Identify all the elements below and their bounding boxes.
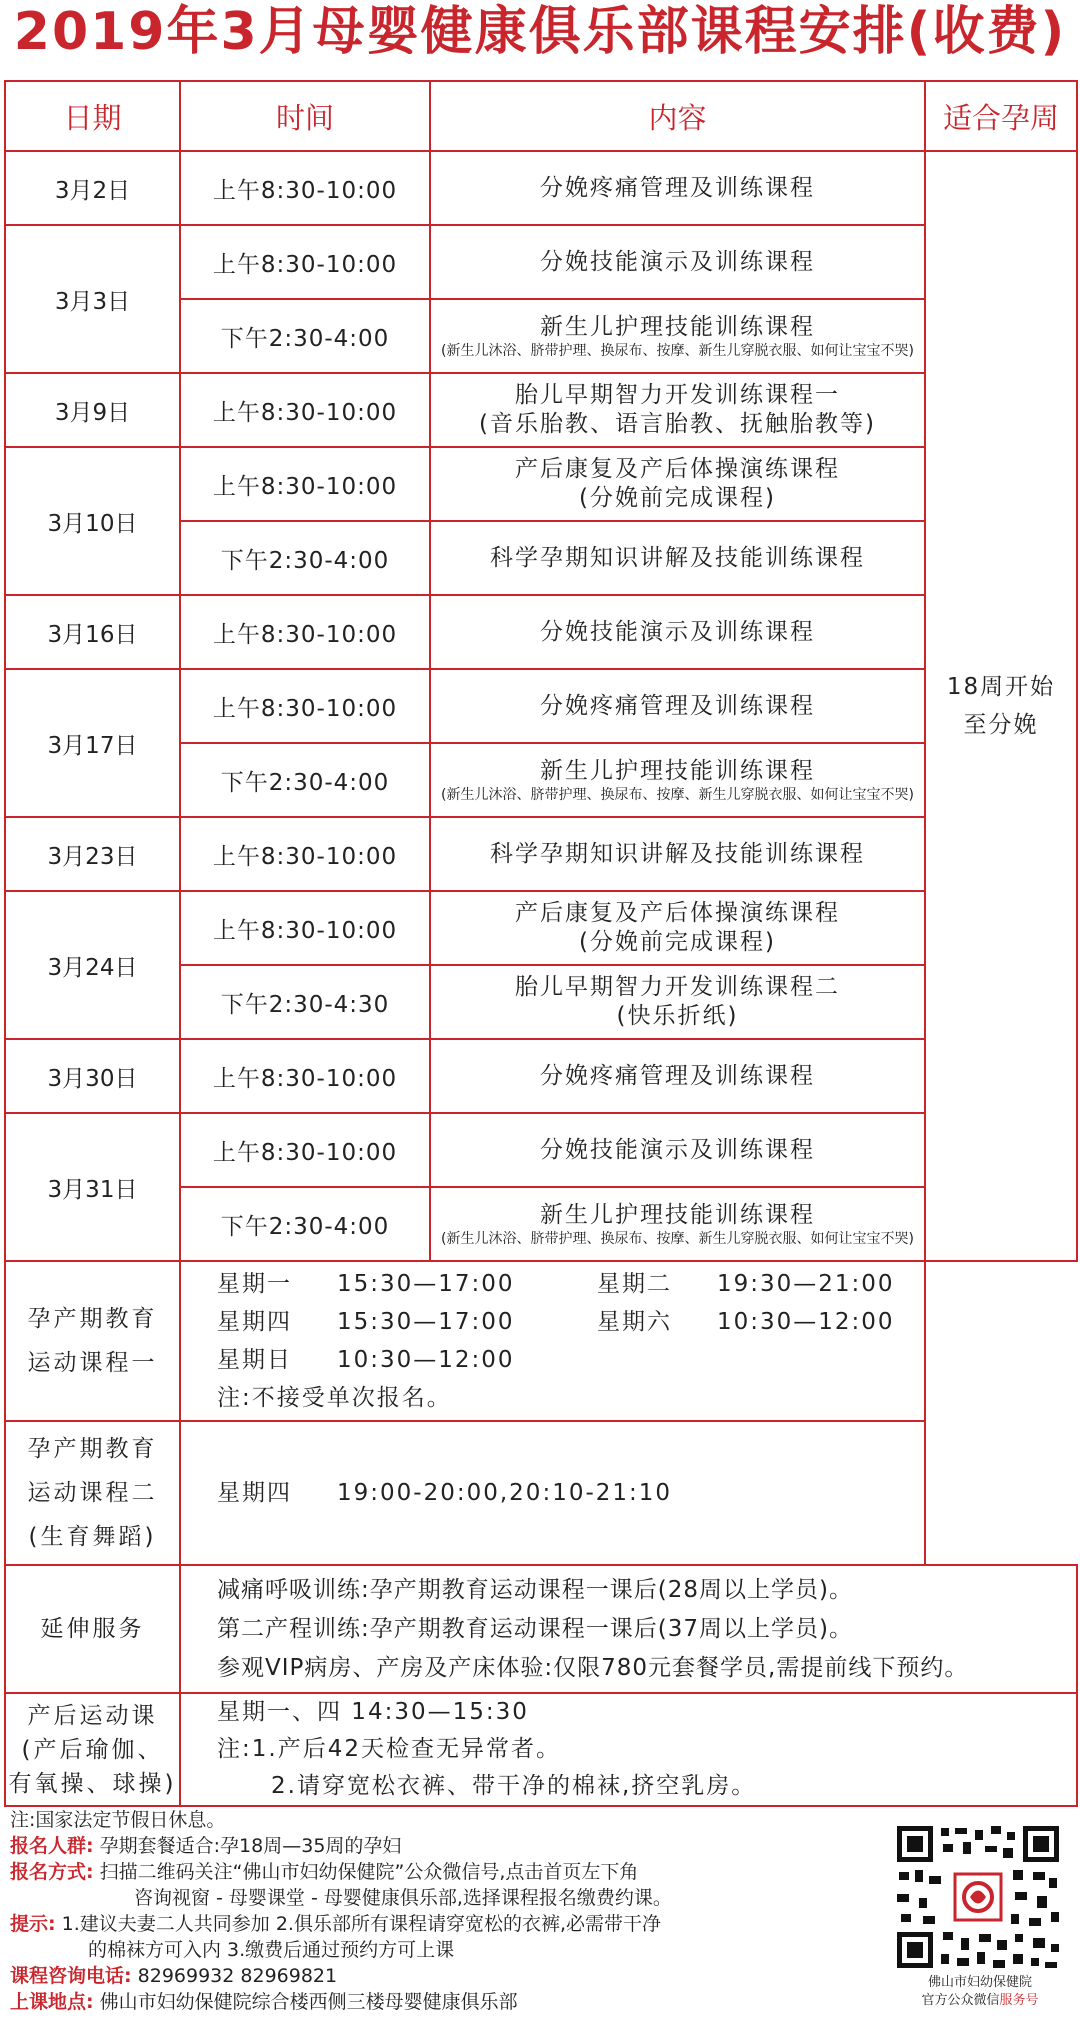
sport2-label-line2: 运动课程二 (27, 1480, 158, 1506)
content-cell (430, 1187, 925, 1261)
method-text-continued: 咨询视窗 - 母婴课堂 - 母婴健康俱乐部,选择课程报名缴费约课。 (134, 1887, 672, 1909)
table-row (5, 447, 1077, 521)
date-cell: 3月23日 (5, 817, 180, 891)
time-cell: 上午8:30-10:00 (180, 817, 430, 891)
course-name: 分娩技能演示及训练课程 (540, 618, 815, 645)
place-label: 上课地点: (10, 1991, 94, 2013)
content-cell (430, 669, 925, 743)
course-detail: (分娩前完成课程) (579, 929, 776, 955)
header-time: 时间 (180, 81, 430, 151)
tips-line (10, 1912, 890, 1936)
course-name: 产后康复及产后体操演练课程 (515, 456, 840, 482)
weekday: 星期四 (217, 1309, 292, 1335)
content-cell (430, 225, 925, 299)
content-cell (430, 1039, 925, 1113)
content-cell (430, 817, 925, 891)
time-cell: 上午8:30-10:00 (180, 447, 430, 521)
extension-line: 第二产程训练:孕产期教育运动课程一课后(37周以上学员)。 (217, 1615, 853, 1642)
course-name: 分娩疼痛管理及训练课程 (540, 692, 815, 719)
sport1-label-line2: 运动课程一 (27, 1350, 158, 1376)
course-name: 科学孕期知识讲解及技能训练课程 (490, 840, 865, 867)
content-cell (430, 595, 925, 669)
schedule-line (217, 1474, 924, 1512)
sport2-label (5, 1421, 180, 1565)
date-cell: 3月31日 (5, 1113, 180, 1261)
holiday-note: 注:国家法定节假日休息。 (10, 1809, 226, 1831)
time-cell: 上午8:30-10:00 (180, 373, 430, 447)
course-name: 分娩疼痛管理及训练课程 (540, 1062, 815, 1089)
content-cell (430, 965, 925, 1039)
weekday: 星期二 (597, 1271, 672, 1297)
header-content: 内容 (430, 81, 925, 151)
postpartum-label-line1: 产后运动课 (27, 1702, 158, 1729)
time-range: 19:00-20:00,20:10-21:10 (337, 1480, 673, 1506)
content-cell (430, 299, 925, 373)
schedule-line (217, 1341, 924, 1379)
date-cell: 3月16日 (5, 595, 180, 669)
postpartum-line: 注:1.产后42天检查无异常者。 (217, 1736, 561, 1762)
time-range: 19:30—21:00 (717, 1271, 895, 1297)
table-row (5, 1693, 1077, 1806)
qr-code-icon (893, 1822, 1063, 1972)
header-row (5, 81, 1077, 151)
content-cell (430, 151, 925, 225)
time-range: 10:30—12:00 (337, 1347, 515, 1373)
weekday: 星期六 (597, 1309, 672, 1335)
tips-text-continued: 的棉袜方可入内 3.缴费后通过预约方可上课 (88, 1939, 455, 1961)
course-detail: (快乐折纸) (616, 1003, 739, 1029)
postpartum-label-line2: (产后瑜伽、 (21, 1736, 164, 1763)
table-row (5, 891, 1077, 965)
page-title: 2019年3月母婴健康俱乐部课程安排(收费) (13, 2, 1067, 62)
time-range: 10:30—12:00 (717, 1309, 895, 1335)
time-cell: 上午8:30-10:00 (180, 1039, 430, 1113)
place-line (10, 1990, 890, 2014)
extension-line: 减痛呼吸训练:孕产期教育运动课程一课后(28周以上学员)。 (217, 1576, 853, 1603)
date-cell: 3月24日 (5, 891, 180, 1039)
sport2-label-line1: 孕产期教育 (27, 1436, 158, 1462)
qr-caption-text: 官方公众微信 (921, 1993, 1000, 2008)
time-cell: 上午8:30-10:00 (180, 891, 430, 965)
crowd-text: 孕期套餐适合:孕18周—35周的孕妇 (99, 1835, 402, 1857)
date-cell: 3月30日 (5, 1039, 180, 1113)
course-name: 产后康复及产后体操演练课程 (515, 900, 840, 926)
course-detail: (新生儿沐浴、脐带护理、换尿布、按摩、新生儿穿脱衣服、如何让宝宝不哭) (441, 342, 914, 359)
postpartum-label (5, 1693, 180, 1806)
table-row (5, 669, 1077, 743)
content-cell (430, 1113, 925, 1187)
content-cell (430, 521, 925, 595)
time-cell: 下午2:30-4:30 (180, 965, 430, 1039)
course-name: 分娩技能演示及训练课程 (540, 248, 815, 275)
table-row (5, 225, 1077, 299)
date-cell: 3月2日 (5, 151, 180, 225)
course-name: 新生儿护理技能训练课程 (540, 313, 815, 340)
time-cell: 上午8:30-10:00 (180, 595, 430, 669)
time-cell: 上午8:30-10:00 (180, 151, 430, 225)
sport1-label (5, 1261, 180, 1421)
header-date: 日期 (5, 81, 180, 151)
time-cell: 下午2:30-4:00 (180, 743, 430, 817)
weekday: 星期一 (217, 1271, 292, 1297)
footer-notes (10, 1808, 890, 2016)
course-detail: (新生儿沐浴、脐带护理、换尿布、按摩、新生儿穿脱衣服、如何让宝宝不哭) (441, 1230, 914, 1247)
table-row (5, 595, 1077, 669)
postpartum-label-line3: 有氧操、球操) (8, 1770, 177, 1797)
postpartum-line: 2.请穿宽松衣裤、带干净的棉袜,挤空乳房。 (271, 1773, 757, 1799)
postpartum-content (180, 1693, 1077, 1806)
time-range: 15:30—17:00 (337, 1271, 515, 1297)
time-cell: 上午8:30-10:00 (180, 225, 430, 299)
crowd-label: 报名人群: (10, 1835, 94, 1857)
course-detail: (分娩前完成课程) (579, 485, 776, 511)
date-cell: 3月10日 (5, 447, 180, 595)
date-cell: 3月17日 (5, 669, 180, 817)
sport2-schedule (180, 1421, 925, 1565)
table-row (5, 1421, 1077, 1565)
course-name: 胎儿早期智力开发训练课程一 (515, 382, 840, 408)
extension-label: 延伸服务 (5, 1565, 180, 1693)
time-cell: 上午8:30-10:00 (180, 669, 430, 743)
table-row (5, 817, 1077, 891)
date-cell: 3月3日 (5, 225, 180, 373)
weekday: 星期四 (217, 1480, 292, 1506)
postpartum-line: 星期一、四 14:30—15:30 (217, 1699, 529, 1725)
weeks-line2: 至分娩 (963, 712, 1039, 738)
table-row (5, 151, 1077, 225)
qr-caption (885, 1974, 1075, 2010)
schedule-line (217, 1265, 924, 1303)
qr-caption-line2 (885, 1992, 1075, 2010)
tips-text: 1.建议夫妻二人共同参加 2.俱乐部所有课程请穿宽松的衣裤,必需带干净 (61, 1913, 661, 1935)
sport1-label-line1: 孕产期教育 (27, 1306, 158, 1332)
method-line (10, 1860, 890, 1884)
extension-content (180, 1565, 1077, 1693)
sport1-note: 注:不接受单次报名。 (217, 1385, 452, 1411)
method-label: 报名方式: (10, 1861, 94, 1883)
course-name: 新生儿护理技能训练课程 (540, 757, 815, 784)
course-name: 科学孕期知识讲解及技能训练课程 (490, 544, 865, 571)
time-cell: 下午2:30-4:00 (180, 521, 430, 595)
time-cell: 上午8:30-10:00 (180, 1113, 430, 1187)
course-name: 胎儿早期智力开发训练课程二 (515, 974, 840, 1000)
date-cell: 3月9日 (5, 373, 180, 447)
content-cell (430, 447, 925, 521)
tips-label: 提示: (10, 1913, 56, 1935)
time-cell: 下午2:30-4:00 (180, 1187, 430, 1261)
content-cell (430, 891, 925, 965)
header-weeks: 适合孕周 (925, 81, 1077, 151)
course-name: 分娩技能演示及训练课程 (540, 1136, 815, 1163)
content-cell (430, 743, 925, 817)
method-text: 扫描二维码关注“佛山市妇幼保健院”公众微信号,点击首页左下角 (99, 1861, 639, 1883)
table-row (5, 373, 1077, 447)
time-range: 15:30—17:00 (337, 1309, 515, 1335)
weeks-cell (925, 151, 1077, 1261)
place-text: 佛山市妇幼保健院综合楼西侧三楼母婴健康俱乐部 (99, 1991, 518, 2013)
schedule-table (4, 80, 1078, 1807)
weekday: 星期日 (217, 1347, 292, 1373)
course-name: 分娩疼痛管理及训练课程 (540, 174, 815, 201)
qr-caption-service: 服务号 (999, 1993, 1039, 2008)
sport1-schedule (180, 1261, 925, 1421)
sport2-label-line3: (生育舞蹈) (28, 1524, 157, 1550)
phone-line (10, 1964, 890, 1988)
table-row (5, 1565, 1077, 1693)
content-cell (430, 373, 925, 447)
qr-caption-line1: 佛山市妇幼保健院 (927, 1975, 1032, 1990)
weeks-line1: 18周开始 (946, 674, 1056, 700)
table-row (5, 1261, 1077, 1421)
qr-code[interactable] (893, 1822, 1063, 1972)
phone-number: 82969932 82969821 (137, 1965, 338, 1987)
time-cell: 下午2:30-4:00 (180, 299, 430, 373)
schedule-line (217, 1303, 924, 1341)
course-detail: (新生儿沐浴、脐带护理、换尿布、按摩、新生儿穿脱衣服、如何让宝宝不哭) (441, 786, 914, 803)
extension-line: 参观VIP病房、产房及产床体验:仅限780元套餐学员,需提前线下预约。 (217, 1654, 969, 1681)
course-detail: (音乐胎教、语言胎教、抚触胎教等) (479, 411, 876, 437)
table-row (5, 1039, 1077, 1113)
crowd-line (10, 1834, 890, 1858)
phone-label: 课程咨询电话: (10, 1965, 132, 1987)
course-name: 新生儿护理技能训练课程 (540, 1201, 815, 1228)
table-row (5, 1113, 1077, 1187)
